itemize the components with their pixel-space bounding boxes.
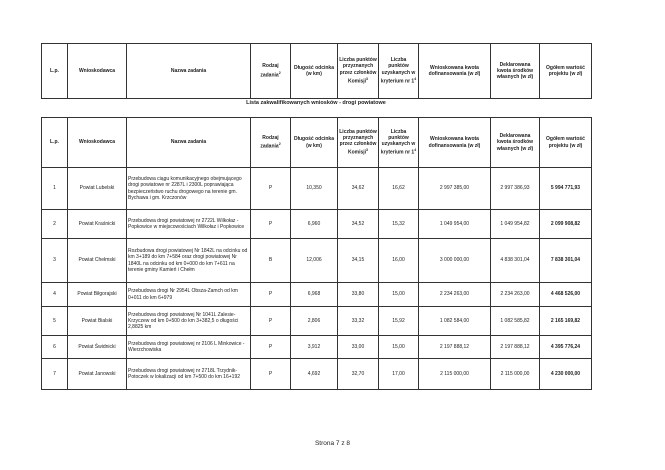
header-label: Rodzaj zadania [260, 134, 279, 150]
cell-type: P [251, 283, 291, 307]
table-row [42, 239, 592, 283]
cell-total: 4 468 526,00 [540, 283, 592, 307]
cell-requested: 2 997 385,00 [419, 168, 491, 210]
cell-lp: 7 [42, 359, 68, 390]
cell-applicant: Powiat Lubelski [68, 168, 127, 210]
cell-length: 6,960 [291, 210, 338, 239]
table-row [42, 283, 592, 307]
header-label: Wnioskodawca [78, 139, 116, 146]
cell-own: 2 115 000,00 [491, 359, 540, 390]
header-table-top [41, 43, 592, 99]
cell-points: 32,70 [338, 359, 379, 390]
cell-type: P [251, 307, 291, 336]
cell-length: 3,912 [291, 336, 338, 359]
cell-type: P [251, 359, 291, 390]
cell-task: Rozbudowa drogi powiatowej Nr 1842L na odcinku od km 3+189 do km 7+584 oraz drogi powiatowej Nr 1840L na odcinku od km 0+000 do km 7+611 na terenie gminy Kamień i Chełm [127, 239, 251, 283]
cell-own: 2 197 888,12 [491, 336, 540, 359]
header-label: L.p. [50, 67, 59, 74]
header-label: Wnioskodawca [78, 67, 116, 74]
header-col-requested [419, 44, 491, 99]
header-label: Długość odcinka (w km) [293, 136, 334, 149]
header-col-own [491, 118, 540, 168]
cell-crit1: 15,00 [379, 336, 419, 359]
header-col-total [540, 44, 592, 99]
cell-type: B [251, 239, 291, 283]
cell-task: Przebudowa drogi powiatowej nr 2718L Trzydnik-Potoczek w lokalizacji od km 7+500 do km 16+192 [127, 359, 251, 390]
header-label: L.p. [50, 139, 59, 146]
cell-own: 1 082 585,82 [491, 307, 540, 336]
table-row [42, 210, 592, 239]
header-col-task [127, 44, 251, 99]
header-col-type [251, 44, 291, 99]
cell-points: 34,62 [338, 168, 379, 210]
cell-applicant: Powiat Świdnicki [68, 336, 127, 359]
cell-own: 2 234 263,00 [491, 283, 540, 307]
header-label: Liczba punktów uzyskanych w kryterium nr 1 [380, 57, 416, 85]
cell-requested: 2 197 888,12 [419, 336, 491, 359]
table-row [42, 307, 592, 336]
qualified-applications-table [41, 117, 592, 390]
cell-length: 10,350 [291, 168, 338, 210]
cell-crit1: 15,00 [379, 283, 419, 307]
header-label: Ogółem wartość projektu (w zł) [546, 136, 585, 149]
footnote-marker: 2 [278, 142, 281, 147]
header-col-lp [42, 44, 68, 99]
header-col-length [291, 44, 338, 99]
footnote-marker: 3 [366, 148, 368, 153]
cell-requested: 3 000 000,00 [419, 239, 491, 283]
cell-points: 33,00 [338, 336, 379, 359]
cell-type: P [251, 210, 291, 239]
cell-requested: 1 049 954,00 [419, 210, 491, 239]
cell-crit1: 16,00 [379, 239, 419, 283]
cell-lp: 2 [42, 210, 68, 239]
header-label: Deklarowana kwota środków własnych (w zł) [496, 133, 534, 152]
cell-total: 7 838 301,04 [540, 239, 592, 283]
cell-requested: 2 115 000,00 [419, 359, 491, 390]
cell-total: 2 165 169,82 [540, 307, 592, 336]
cell-type: P [251, 168, 291, 210]
cell-crit1: 15,92 [379, 307, 419, 336]
cell-requested: 2 234 263,00 [419, 283, 491, 307]
cell-lp: 1 [42, 168, 68, 210]
cell-own: 2 997 386,93 [491, 168, 540, 210]
page-number: Strona 7 z 8 [314, 440, 351, 447]
header-col-points [338, 44, 379, 99]
cell-task: Przebudowa drogi Nr 2954L Obsza-Zamch od km 0+011 do km 6+979 [127, 283, 251, 307]
header-col-lp [42, 118, 68, 168]
header-label: Rodzaj zadania [260, 63, 279, 79]
cell-total: 2 099 908,82 [540, 210, 592, 239]
cell-requested: 1 082 584,00 [419, 307, 491, 336]
cell-task: Przebudowa ciągu komunikacyjnego obejmującego drogi powiatowe nr 2287L i 2300L poprawiająca bezpieczeństwo ruchu drogowego na terenie gm. Bychawa i gm. Krzczonów [127, 168, 251, 210]
footnote-marker: 4 [414, 76, 417, 81]
cell-task: Przebudowa drogi powiatowej Nr 1041L Zalesie-Krzyczew od km 0+500 do km 3+382,5 o długości 2,8825 km [127, 307, 251, 336]
header-label: Nazwa zadania [170, 139, 207, 146]
cell-points: 33,80 [338, 283, 379, 307]
cell-total: 4 230 000,00 [540, 359, 592, 390]
cell-length: 6,968 [291, 283, 338, 307]
footnote-marker: 3 [366, 76, 368, 81]
table-row [42, 168, 592, 210]
header-col-type [251, 118, 291, 168]
cell-applicant: Powiat Bialski [68, 307, 127, 336]
cell-total: 5 994 771,93 [540, 168, 592, 210]
cell-type: P [251, 336, 291, 359]
header-col-total [540, 118, 592, 168]
header-label: Wnioskowana kwota dofinansowania (w zł) [428, 64, 481, 77]
header-col-applicant [68, 118, 127, 168]
cell-lp: 6 [42, 336, 68, 359]
header-label: Deklarowana kwota środków własnych (w zł) [496, 61, 534, 81]
cell-points: 34,52 [338, 210, 379, 239]
cell-length: 4,692 [291, 359, 338, 390]
footnote-marker: 2 [278, 70, 281, 75]
header-col-requested [419, 118, 491, 168]
header-col-applicant [68, 44, 127, 99]
cell-crit1: 16,62 [379, 168, 419, 210]
header-col-own [491, 44, 540, 99]
cell-points: 34,15 [338, 239, 379, 283]
cell-length: 12,006 [291, 239, 338, 283]
header-label: Ogółem wartość projektu (w zł) [546, 64, 585, 77]
footnote-marker: 4 [414, 148, 417, 153]
header-label: Długość odcinka (w km) [293, 64, 334, 77]
cell-applicant: Powiat Kraśnicki [68, 210, 127, 239]
header-label: Wnioskowana kwota dofinansowania (w zł) [428, 136, 481, 149]
cell-own: 1 049 954,82 [491, 210, 540, 239]
header-col-points [338, 118, 379, 168]
header-col-length [291, 118, 338, 168]
cell-total: 4 395 776,24 [540, 336, 592, 359]
table-row [42, 336, 592, 359]
cell-own: 4 838 301,04 [491, 239, 540, 283]
header-label: Liczba punktów przyznanych przez członków Komisji [339, 57, 377, 85]
table-row [42, 359, 592, 390]
cell-applicant: Powiat Chełmski [68, 239, 127, 283]
cell-task: Przebudowa drogi powiatowej nr 2722L Wilkołaz - Popkowice w miejscowościach Wilkołaz i Popkowice [127, 210, 251, 239]
cell-length: 2,806 [291, 307, 338, 336]
header-col-criterion1 [379, 118, 419, 168]
header-col-task [127, 118, 251, 168]
cell-crit1: 15,32 [379, 210, 419, 239]
cell-applicant: Powiat Biłgorajski [68, 283, 127, 307]
header-label: Nazwa zadania [170, 67, 207, 74]
cell-crit1: 17,00 [379, 359, 419, 390]
section-title: Lista zakwalifikowanych wniosków - drogi powiatowe [246, 100, 386, 106]
cell-points: 33,32 [338, 307, 379, 336]
header-label: Liczba punktów uzyskanych w kryterium nr 1 [380, 128, 416, 157]
cell-task: Przebudowa drogi powiatowej nr 2106 L Minkowice - Wierzchowiska [127, 336, 251, 359]
header-label: Liczba punktów przyznanych przez członków Komisji [339, 128, 377, 157]
header-col-criterion1 [379, 44, 419, 99]
cell-applicant: Powiat Janowski [68, 359, 127, 390]
cell-lp: 4 [42, 283, 68, 307]
cell-lp: 5 [42, 307, 68, 336]
cell-lp: 3 [42, 239, 68, 283]
